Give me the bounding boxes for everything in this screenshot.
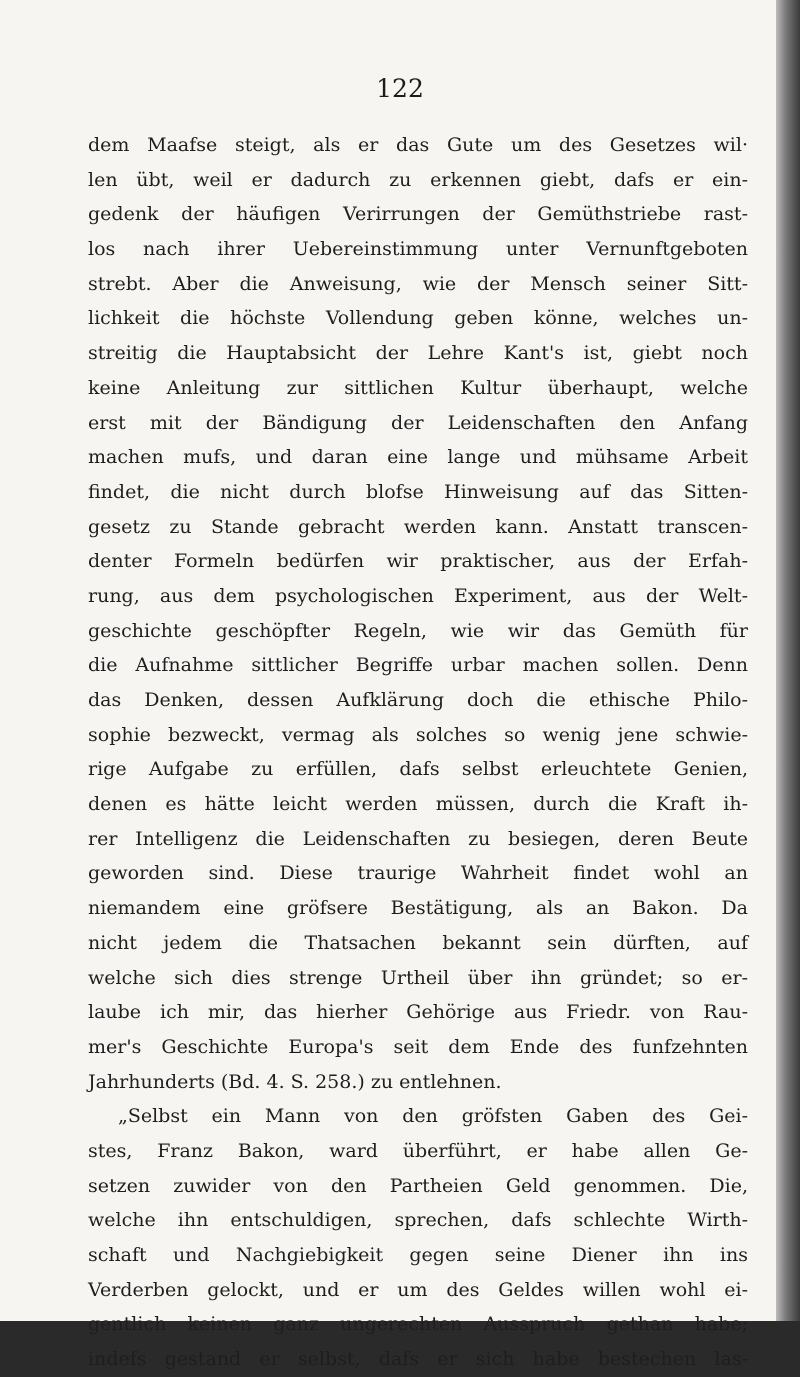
text-line: denter Formeln bedürfen wir praktischer, aus der Erfah- — [88, 550, 748, 573]
text-line: stes, Franz Bakon, ward überführt, er habe allen Ge- — [88, 1139, 748, 1162]
text-line: die Aufnahme sittlicher Begriffe urbar machen sollen. Denn — [88, 654, 748, 677]
text-line: denen es hätte leicht werden müssen, durch die Kraft ih- — [88, 793, 748, 816]
text-line: nicht jedem die Thatsachen bekannt sein dürften, auf — [88, 931, 748, 954]
text-line: laube ich mir, das hierher Gehörige aus Friedr. von Rau- — [88, 1001, 748, 1024]
text-line: „Selbst ein Mann von den gröfsten Gaben des Gei- — [118, 1105, 748, 1128]
text-line: indefs gestand er selbst, dafs er sich habe bestechen las- — [88, 1348, 748, 1371]
text-line: welche ihn entschuldigen, sprechen, dafs schlechte Wirth- — [88, 1209, 748, 1232]
text-line: niemandem eine gröfsere Bestätigung, als an Bakon. Da — [88, 897, 748, 920]
text-line: Jahrhunderts (Bd. 4. S. 258.) zu entlehnen. — [88, 1070, 502, 1093]
page-number: 122 — [376, 74, 424, 103]
text-line: das Denken, dessen Aufklärung doch die ethische Philo- — [88, 689, 748, 711]
text-line: rer Intelligenz die Leidenschaften zu besiegen, deren Beute — [88, 827, 748, 850]
text-line: geschichte geschöpfter Regeln, wie wir das Gemüth für — [88, 619, 748, 642]
text-line: strebt. Aber die Anweisung, wie der Mensch seiner Sitt- — [88, 272, 748, 295]
text-line: lichkeit die höchste Vollendung geben könne, welches un- — [88, 307, 748, 330]
text-line: gesetz zu Stande gebracht werden kann. Anstatt transcen- — [88, 515, 748, 538]
text-line: mer's Geschichte Europa's seit dem Ende des funfzehnten — [88, 1035, 748, 1058]
text-line: rung, aus dem psychologischen Experiment, aus der Welt- — [88, 584, 748, 607]
text-line: dem Maafse steigt, als er das Gute um des Gesetzes wil· — [88, 134, 748, 156]
text-line: machen mufs, und daran eine lange und mühsame Arbeit — [88, 446, 748, 469]
text-line: rige Aufgabe zu erfüllen, dafs selbst erleuchtete Genien, — [88, 758, 748, 781]
body-text — [88, 128, 748, 1377]
text-line: Verderben gelockt, und er um des Geldes willen wohl ei- — [88, 1278, 748, 1301]
text-line: welche sich dies strenge Urtheil über ihn gründet; so er- — [88, 966, 748, 989]
text-line: gedenk der häufigen Verirrungen der Gemüthstriebe rast- — [88, 203, 748, 226]
text-line: len übt, weil er dadurch zu erkennen giebt, dafs er ein- — [88, 168, 748, 191]
book-spine-edge — [776, 0, 800, 1321]
text-line: keine Anleitung zur sittlichen Kultur überhaupt, welche — [88, 376, 748, 399]
text-line: findet, die nicht durch blofse Hinweisung auf das Sitten- — [88, 480, 748, 503]
text-line: gentlich keinen ganz ungerechten Ausspruch gethan habe; — [88, 1313, 748, 1336]
text-line: erst mit der Bändigung der Leidenschaften den Anfang — [88, 411, 748, 434]
text-line: schaft und Nachgiebigkeit gegen seine Diener ihn ins — [88, 1244, 748, 1266]
text-line: geworden sind. Diese traurige Wahrheit findet wohl an — [88, 862, 748, 885]
text-line: streitig die Hauptabsicht der Lehre Kant's ist, giebt noch — [88, 342, 748, 365]
text-line: los nach ihrer Uebereinstimmung unter Vernunftgeboten — [88, 238, 748, 261]
text-line: setzen zuwider von den Partheien Geld genommen. Die, — [88, 1174, 748, 1197]
text-line: sophie bezweckt, vermag als solches so wenig jene schwie- — [88, 723, 748, 746]
